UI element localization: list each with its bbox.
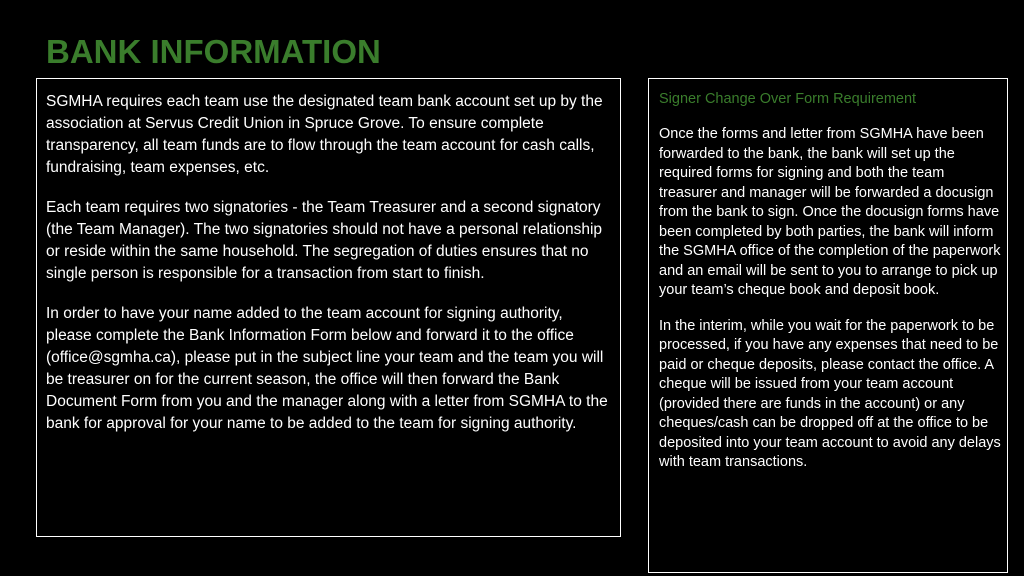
signing-authority-paragraph: In order to have your name added to the team account for signing authority, please complete the Bank Information Form below and forward it to the office (office@sgmha.ca), please put in the subject line your team and the team you will be treasurer on for the current season, the office will then forward the Bank Document Form from you and the manager along with a letter from SGMHA to the bank for approval for your name to be added to the team for signing authority.	[46, 305, 608, 432]
signatories-paragraph: Each team requires two signatories - the Team Treasurer and a second signatory (the Team Manager). The two signatories should not have a personal relationship or reside within the same household. The segregation of duties ensures that no single person is responsible for a transaction from start to finish.	[46, 199, 603, 282]
bank-account-info-panel	[36, 78, 621, 537]
interim-paragraph: In the interim, while you wait for the paperwork to be processed, if you have any expenses that need to be paid or cheque deposits, please contact the office. A cheque will be issued from your team account (provided there are funds in the account) or any cheques/cash can be dropped off at the office to be deposited into your team account to avoid any delays with team transactions.	[659, 317, 1001, 470]
page-title: BANK INFORMATION	[46, 33, 381, 70]
intro-paragraph: SGMHA requires each team use the designated team bank account set up by the association at Servus Credit Union in Spruce Grove. To ensure complete transparency, all team funds are to flow through the team account for cash calls, fundraising, team expenses, etc.	[46, 93, 603, 176]
signer-change-heading: Signer Change Over Form Requirement	[659, 91, 917, 107]
signer-change-panel	[648, 78, 1008, 573]
docusign-paragraph: Once the forms and letter from SGMHA have been forwarded to the bank, the bank will set up the required forms for signing and both the team treasurer and manager will be forwarded a docusign from the bank to sign. Once the docusign forms have been completed by both parties, the bank will inform the SGMHA office of the completion of the paperwork and an email will be sent to you to arrange to pick up your team’s cheque book and deposit book.	[659, 126, 1001, 298]
